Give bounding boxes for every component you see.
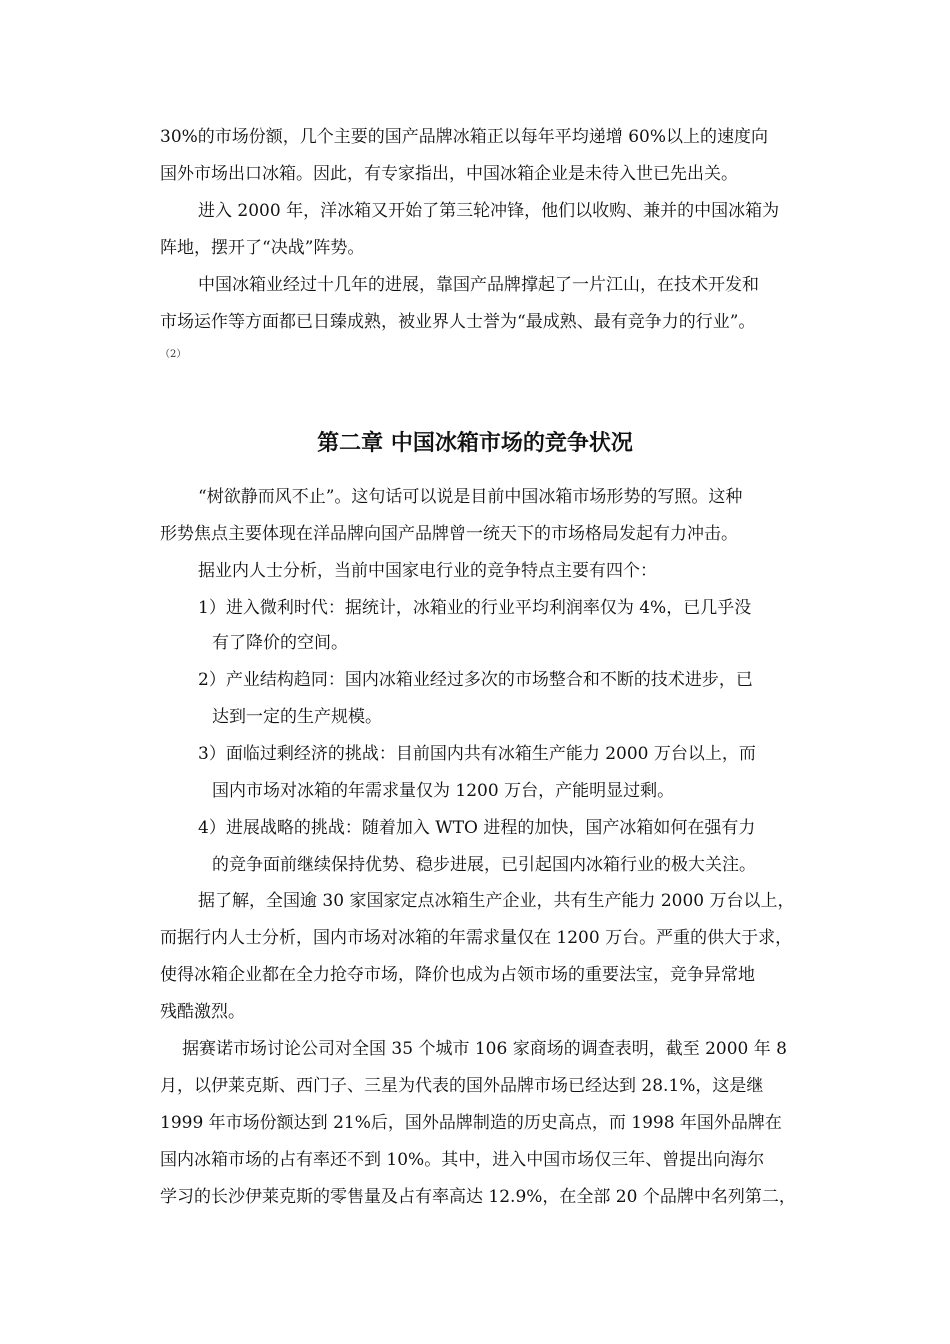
paragraph-line: 市场运作等方面都已日臻成熟，被业界人士誉为“最成熟、最有竞争力的行业”。 (160, 312, 756, 332)
list-item-line: 1）进入微利时代：据统计，冰箱业的行业平均利润率仅为 4%，已几乎没 (198, 598, 752, 618)
paragraph-line: 国内冰箱市场的占有率还不到 10%。其中，进入中国市场仅三年、曾提出向海尔 (160, 1150, 765, 1170)
paragraph-line: 30%的市场份额，几个主要的国产品牌冰箱正以每年平均递增 60%以上的速度向 (160, 127, 768, 147)
paragraph-line: 1999 年市场份额达到 21%后，国外品牌制造的历史高点，而 1998 年国外品牌在 (160, 1113, 782, 1133)
paragraph-line: 国外市场出口冰箱。因此，有专家指出，中国冰箱企业是未待入世已先出关。 (160, 164, 738, 184)
paragraph-line: 进入 2000 年，洋冰箱又开始了第三轮冲锋，他们以收购、兼并的中国冰箱为 (198, 201, 780, 221)
paragraph-line: 据赛诺市场讨论公司对全国 35 个城市 106 家商场的调查表明，截至 2000 年 8 (182, 1039, 787, 1059)
paragraph-line: 学习的长沙伊莱克斯的零售量及占有率高达 12.9%，在全部 20 个品牌中名列第二， (160, 1187, 796, 1207)
list-item-line: 国内市场对冰箱的年需求量仅为 1200 万台，产能明显过剩。 (212, 781, 675, 801)
paragraph-line: 据业内人士分析，当前中国家电行业的竞争特点主要有四个： (198, 561, 657, 581)
paragraph-line: 使得冰箱企业都在全力抢夺市场，降价也成为占领市场的重要法宝，竞争异常地 (160, 965, 755, 985)
footnote-ref: （2） (160, 349, 187, 360)
paragraph-line: “树欲静而风不止”。这句话可以说是目前中国冰箱市场形势的写照。这种 (198, 487, 743, 507)
paragraph-line: 阵地，摆开了“决战”阵势。 (160, 238, 365, 258)
paragraph-line: 中国冰箱业经过十几年的进展，靠国产品牌撑起了一片江山，在技术开发和 (198, 275, 759, 295)
paragraph-line: 残酷激烈。 (160, 1002, 245, 1022)
list-item-line: 达到一定的生产规模。 (212, 707, 382, 727)
list-item-line: 3）面临过剩经济的挑战：目前国内共有冰箱生产能力 2000 万台以上，而 (198, 744, 756, 764)
paragraph-line: 据了解，全国逾 30 家国家定点冰箱生产企业，共有生产能力 2000 万台以上， (198, 891, 795, 911)
list-item-line: 的竞争面前继续保持优势、稳步进展，已引起国内冰箱行业的极大关注。 (212, 855, 756, 875)
paragraph-line: 形势焦点主要体现在洋品牌向国产品牌曾一统天下的市场格局发起有力冲击。 (160, 524, 738, 544)
chapter-title: 第二章 中国冰箱市场的竞争状况 (317, 431, 633, 456)
list-item-line: 有了降价的空间。 (212, 633, 348, 653)
list-item-line: 2）产业结构趋同：国内冰箱业经过多次的市场整合和不断的技术进步，已 (198, 670, 753, 690)
paragraph-line: 月，以伊莱克斯、西门子、三星为代表的国外品牌市场已经达到 28.1%，这是继 (160, 1076, 764, 1096)
paragraph-line: 而据行内人士分析，国内市场对冰箱的年需求量仅在 1200 万台。严重的供大于求， (160, 928, 793, 948)
list-item-line: 4）进展战略的挑战：随着加入 WTO 进程的加快，国产冰箱如何在强有力 (198, 818, 756, 838)
